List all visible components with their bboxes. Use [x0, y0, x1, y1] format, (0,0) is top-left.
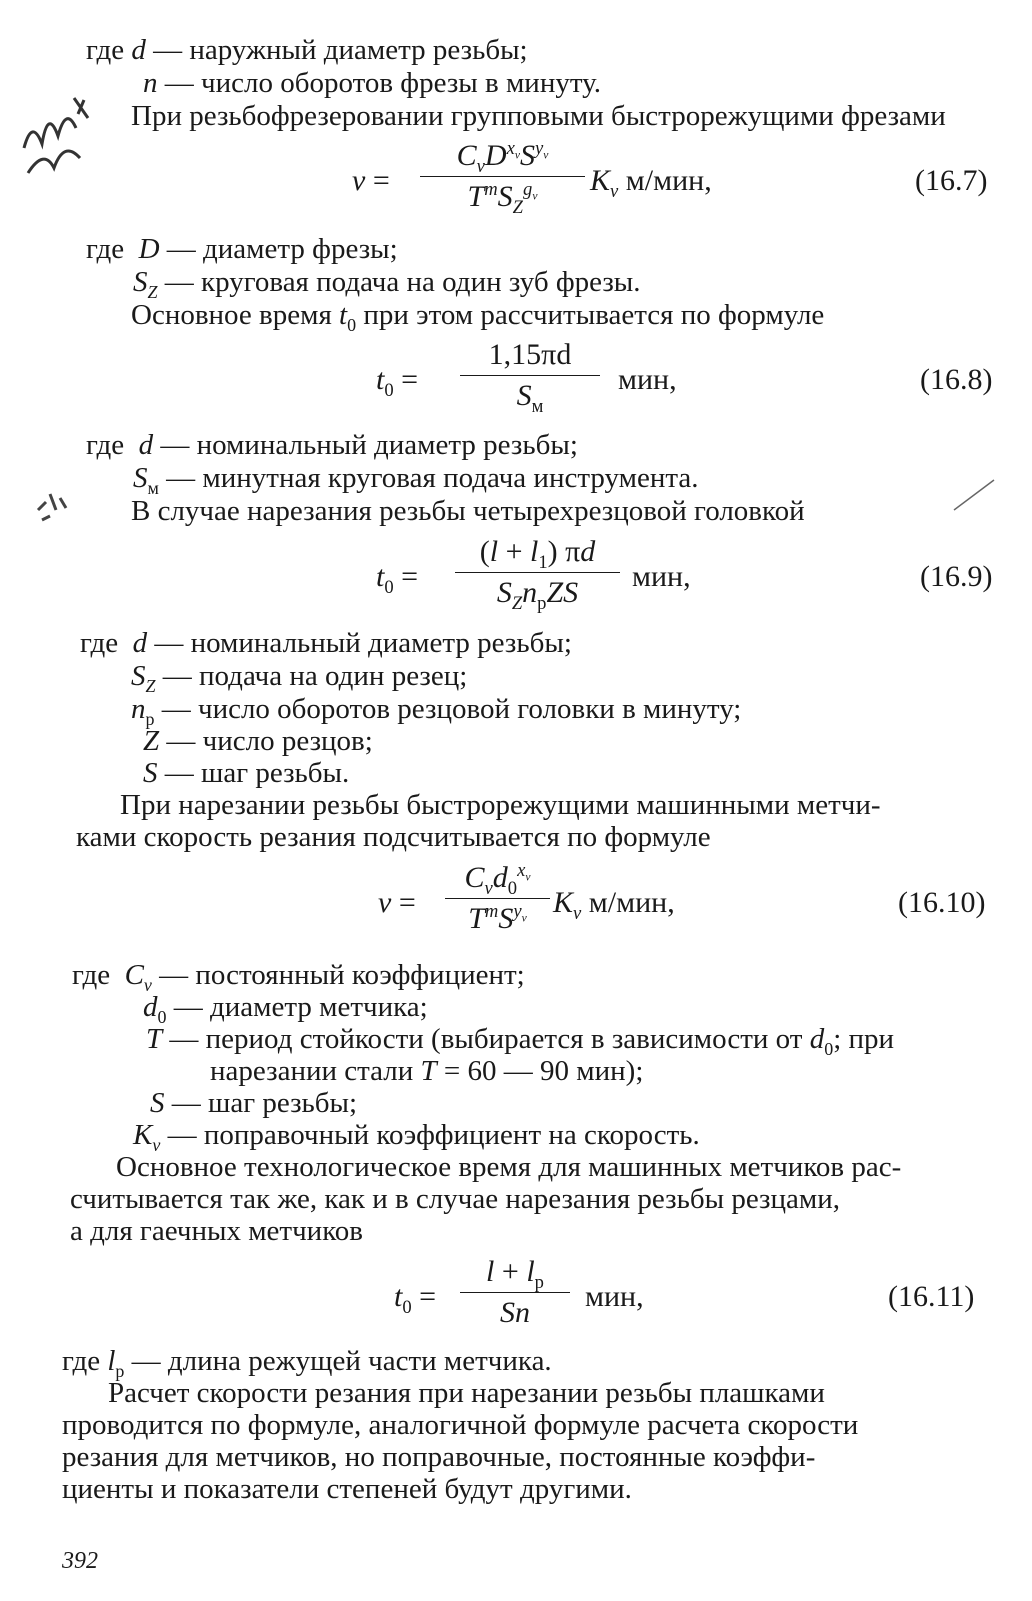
eq-denominator: $T^mS_Z^{g_v}$	[467, 179, 538, 218]
equation-16-10	[0, 860, 1032, 950]
eq-number: (16.9)	[920, 560, 993, 593]
eq-fraction	[460, 1254, 570, 1331]
eq-lhs: $t_0$ =	[376, 560, 419, 598]
line-2: n — число оборотов фрезы в минуту.	[143, 67, 601, 99]
line-28: проводится по формуле, аналогичной формуле расчета скорости	[62, 1409, 859, 1441]
eq-unit: $K_v$ м/мин,	[590, 164, 712, 202]
line-23: Основное технологическое время для машинных метчиков рас-	[116, 1151, 902, 1183]
line-29: резания для метчиков, но поправочные, постоянные коэффи-	[62, 1441, 816, 1473]
eq-fraction	[455, 534, 620, 614]
line-10: где d — номинальный диаметр резьбы;	[80, 627, 572, 659]
eq-unit: $K_v$ м/мин,	[553, 886, 675, 924]
line-4: где D — диаметр фрезы;	[86, 233, 398, 265]
line-16: ками скорость резания подсчитывается по формуле	[76, 821, 711, 853]
eq-unit: мин,	[585, 1280, 644, 1313]
scan-speck-icon	[30, 480, 80, 530]
equation-16-8	[0, 337, 1032, 427]
eq-number: (16.10)	[898, 886, 986, 919]
line-6: Основное время $t_0$ при этом рассчитывается по формуле	[131, 299, 825, 335]
line-7: где d — номинальный диаметр резьбы;	[86, 429, 578, 461]
line-18: $d_0$ — диаметр метчика;	[143, 991, 428, 1027]
line-15: При нарезании резьбы быстрорежущими машинными метчи-	[120, 789, 881, 821]
line-22: $K_v$ — поправочный коэффициент на скорость.	[133, 1119, 700, 1155]
eq-numerator: $l + l_р$	[486, 1255, 544, 1293]
eq-denominator: $S_Zn_рZS$	[496, 576, 579, 614]
eq-lhs: v =	[378, 886, 416, 919]
eq-numerator: 1,15πd	[488, 338, 572, 371]
line-21: S — шаг резьбы;	[150, 1087, 358, 1119]
line-12: $n_р$ — число оборотов резцовой головки в минуту;	[131, 693, 742, 729]
line-17: где $C_v$ — постоянный коэффициент;	[72, 959, 525, 995]
eq-fraction	[445, 860, 550, 937]
line-5: $S_Z$ — круговая подача на один зуб фрезы.	[133, 266, 641, 302]
equation-16-9	[0, 534, 1032, 624]
line-30: циенты и показатели степеней будут другими.	[62, 1473, 632, 1505]
line-14: S — шаг резьбы.	[143, 757, 350, 789]
line-1: где d — наружный диаметр резьбы;	[86, 34, 528, 66]
line-25: а для гаечных метчиков	[70, 1215, 364, 1247]
eq-unit: мин,	[632, 560, 691, 593]
eq-fraction	[460, 337, 600, 417]
eq-numerator: $C_vD^{x_v}S^{y_v}$	[456, 138, 549, 177]
eq-lhs: $t_0$ =	[376, 363, 419, 401]
line-19: T — период стойкости (выбирается в зависимости от $d_0$; при	[146, 1023, 895, 1059]
line-13: Z — число резцов;	[143, 725, 373, 757]
equation-16-7	[0, 138, 1032, 228]
eq-fraction	[420, 138, 585, 218]
scan-line-icon	[950, 474, 1000, 514]
eq-denominator: Sn	[500, 1296, 530, 1329]
handwritten-scribble-icon	[14, 78, 104, 188]
eq-number: (16.11)	[888, 1280, 975, 1313]
page-number: 392	[62, 1548, 98, 1574]
eq-numerator: $(l + l_1)$ πd	[479, 535, 596, 573]
eq-unit: мин,	[618, 363, 677, 396]
eq-numerator: $C_vd_0^{x_v}$	[464, 860, 531, 899]
line-27: Расчет скорости резания при нарезании резьбы плашками	[108, 1377, 825, 1409]
eq-number: (16.8)	[920, 363, 993, 396]
eq-number: (16.7)	[915, 164, 988, 197]
eq-lhs: v =	[352, 164, 390, 197]
eq-denominator: $T^mS^{y_v}$	[468, 901, 527, 935]
line-20: нарезании стали T = 60 — 90 мин);	[210, 1055, 644, 1087]
equation-16-11	[0, 1254, 1032, 1344]
line-24: считывается так же, как и в случае нарезания резьбы резцами,	[70, 1183, 841, 1215]
line-9: В случае нарезания резьбы четырехрезцовой головкой	[131, 495, 805, 527]
line-8: $S_м$ — минутная круговая подача инструмента.	[133, 462, 699, 498]
line-3: При резьбофрезеровании групповыми быстрорежущими фрезами	[131, 100, 946, 132]
line-11: $S_Z$ — подача на один резец;	[131, 660, 468, 696]
line-26: где $l_р$ — длина режущей части метчика.	[62, 1345, 552, 1381]
eq-denominator: $S_м$	[516, 379, 544, 417]
eq-lhs: $t_0$ =	[394, 1280, 437, 1318]
